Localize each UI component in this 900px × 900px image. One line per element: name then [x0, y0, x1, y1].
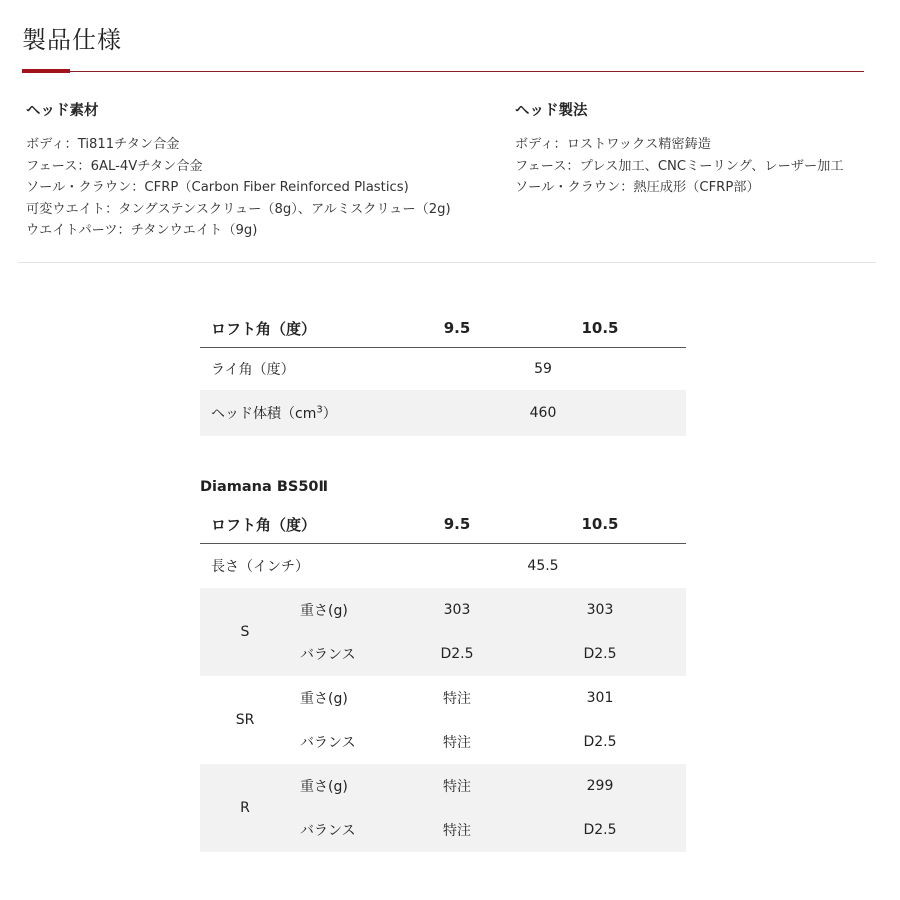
lie-value: 59	[534, 360, 552, 377]
loft-label: ロフト角（度）	[200, 310, 400, 347]
balance-label: バランス	[300, 735, 356, 751]
table-row	[200, 390, 686, 436]
head-method-line: フェース：プレス加工、CNCミーリング、レーザー加工	[515, 158, 844, 174]
flex-label: R	[200, 764, 290, 852]
balance-label: バランス	[290, 808, 400, 852]
head-material-line: フェース：6AL-4Vチタン合金	[26, 158, 203, 174]
head-material-line: 可変ウエイト：タングステンスクリュー（8g）、アルミスクリュー（2g)	[26, 201, 451, 217]
title-underline	[22, 71, 864, 72]
table-row	[200, 347, 686, 390]
volume-value: 460	[400, 390, 686, 436]
head-method-section	[515, 99, 885, 199]
head-material-heading: ヘッド素材	[26, 103, 99, 119]
weight-label: 重さ(g)	[290, 764, 400, 808]
table-row	[200, 588, 686, 632]
weight-value: 特注	[400, 764, 514, 808]
weight-value: 299	[514, 764, 686, 808]
head-material-line: ソール・クラウン：CFRP（Carbon Fiber Reinforced Plastics)	[26, 180, 409, 195]
balance-value: D2.5	[514, 632, 686, 676]
shaft-name: Diamana BS50Ⅱ	[200, 479, 329, 495]
balance-value: D2.5	[400, 632, 514, 676]
head-spec-table	[200, 310, 686, 436]
balance-value: D2.5	[514, 808, 686, 852]
weight-value: 301	[586, 690, 614, 706]
loft-9-5: 9.5	[400, 310, 514, 347]
balance-value: 特注	[400, 808, 514, 852]
table-row	[200, 676, 686, 720]
weight-value: 特注	[443, 691, 471, 707]
head-material-section	[26, 99, 496, 242]
loft-9-5: 9.5	[400, 506, 514, 543]
table-header-row	[200, 310, 686, 347]
loft-10-5: 10.5	[514, 310, 686, 347]
page-title: 製品仕様	[22, 26, 122, 54]
balance-value: D2.5	[583, 734, 617, 750]
weight-label: 重さ(g)	[300, 691, 348, 707]
weight-value: 303	[400, 588, 514, 632]
table-row	[200, 764, 686, 808]
title-accent-bar	[22, 69, 70, 73]
weight-value: 303	[514, 588, 686, 632]
table-header-row	[200, 506, 686, 543]
length-label: 長さ（インチ）	[211, 558, 309, 575]
table-row	[200, 543, 686, 588]
loft-label: ロフト角（度）	[200, 506, 400, 543]
head-material-line: ボディ：Ti811チタン合金	[26, 137, 180, 152]
volume-label: ヘッド体積$(cm^3)$	[200, 390, 400, 436]
section-divider	[18, 262, 876, 263]
head-method-line: ボディ：ロストワックス精密鋳造	[515, 137, 711, 152]
flex-label: SR	[235, 712, 255, 728]
length-value: 45.5	[527, 557, 559, 574]
loft-10-5: 10.5	[514, 506, 686, 543]
head-method-line: ソール・クラウン：熱圧成形（CFRP部）	[515, 180, 760, 195]
flex-label: S	[200, 588, 290, 676]
balance-value: 特注	[443, 735, 471, 751]
head-method-heading: ヘッド製法	[515, 103, 588, 119]
weight-label: 重さ(g)	[290, 588, 400, 632]
head-material-line: ウエイトパーツ：チタンウエイト（9g)	[26, 223, 258, 238]
balance-label: バランス	[290, 632, 400, 676]
shaft-spec-table	[200, 506, 686, 852]
lie-label: ライ角（度）	[211, 361, 295, 378]
